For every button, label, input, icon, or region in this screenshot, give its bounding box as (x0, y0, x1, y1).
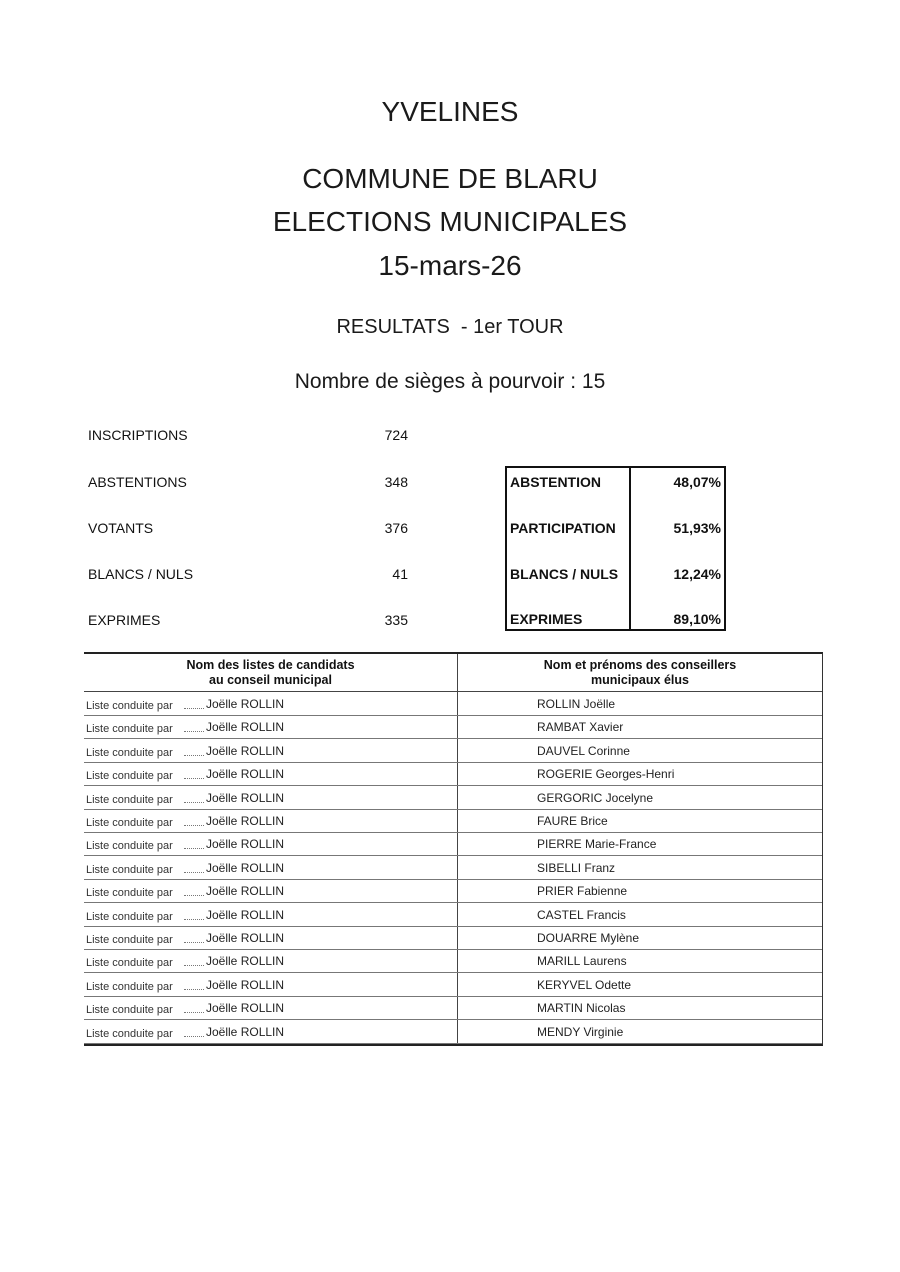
row-prefix: Liste conduite par (86, 1004, 173, 1017)
table-row (84, 856, 822, 880)
table-row (84, 996, 822, 1020)
stat-label: BLANCS / NULS (88, 566, 194, 582)
stat-label: INSCRIPTIONS (88, 427, 188, 443)
rate-value: 89,10% (673, 611, 721, 627)
header-lists: Nom des listes de candidats au conseil municipal (186, 658, 355, 687)
list-leader: Joëlle ROLLIN (206, 697, 285, 711)
department-title: YVELINES (381, 96, 519, 127)
list-leader: Joëlle ROLLIN (206, 907, 285, 922)
elected-councillors-table (84, 652, 823, 1046)
rates-divider (629, 468, 631, 629)
dotted-leader (184, 965, 204, 966)
rate-label: PARTICIPATION (510, 520, 616, 536)
row-prefix: Liste conduite par (86, 840, 173, 853)
list-leader: Joëlle ROLLIN (206, 1001, 285, 1016)
rate-value: 12,24% (673, 566, 721, 582)
elected-councillor: DOUARRE Mylène (537, 931, 640, 945)
election-date: 15-mars-26 (378, 250, 522, 281)
elected-councillor: ROLLIN Joëlle (537, 697, 616, 711)
list-leader: Joëlle ROLLIN (206, 977, 285, 992)
stat-value: 41 (392, 566, 408, 582)
elected-councillor: SIBELLI Franz (537, 860, 616, 875)
row-prefix: Liste conduite par (86, 1027, 173, 1040)
table-row (84, 903, 822, 927)
row-prefix: Liste conduite par (86, 934, 173, 946)
rate-row-abstention (507, 470, 724, 492)
row-prefix: Liste conduite par (86, 887, 173, 900)
row-prefix: Liste conduite par (86, 793, 173, 806)
header-elected: Nom et prénoms des conseillers municipaux élus (543, 658, 737, 687)
election-title: ELECTIONS MUNICIPALES (272, 206, 628, 237)
stat-value: 335 (384, 612, 408, 628)
row-prefix: Liste conduite par (86, 817, 173, 829)
rate-row-exprimes (507, 607, 724, 629)
row-prefix: Liste conduite par (86, 746, 173, 759)
elected-councillor: DAUVEL Corinne (537, 743, 630, 758)
table-row (84, 786, 822, 810)
list-leader: Joëlle ROLLIN (206, 743, 285, 758)
dotted-leader (184, 778, 204, 779)
dotted-leader (184, 802, 204, 803)
list-leader: Joëlle ROLLIN (206, 720, 285, 735)
rates-box (505, 466, 726, 631)
elected-councillor: FAURE Brice (537, 814, 608, 828)
table-row (84, 1020, 822, 1044)
stat-value: 724 (384, 427, 408, 443)
table-row (84, 809, 822, 833)
rate-row-participation (507, 516, 724, 538)
list-leader: Joëlle ROLLIN (206, 954, 285, 969)
rate-value: 48,07% (673, 474, 721, 490)
stat-row-blancs-nuls (88, 566, 408, 586)
rate-row-blancs-nuls (507, 562, 724, 584)
row-prefix: Liste conduite par (86, 770, 173, 783)
table-row (84, 692, 822, 716)
list-leader: Joëlle ROLLIN (206, 767, 285, 782)
elected-councillor: MARTIN Nicolas (537, 1001, 626, 1016)
list-leader: Joëlle ROLLIN (206, 1024, 285, 1039)
stat-label: VOTANTS (88, 520, 154, 536)
commune-title: COMMUNE DE BLARU (302, 163, 598, 194)
stat-row-exprimes (88, 612, 408, 632)
table-row (84, 715, 822, 739)
elected-councillor: KERYVEL Odette (537, 977, 632, 992)
table-row (84, 832, 822, 856)
list-leader: Joëlle ROLLIN (206, 860, 285, 875)
table-row (84, 926, 822, 950)
dotted-leader (184, 872, 204, 873)
elected-councillor: PRIER Fabienne (537, 884, 628, 899)
elected-councillor: PIERRE Marie-France (537, 837, 657, 852)
stat-value: 348 (384, 474, 408, 490)
dotted-leader (184, 755, 204, 756)
row-prefix: Liste conduite par (86, 723, 173, 736)
row-prefix: Liste conduite par (86, 863, 173, 876)
dotted-leader (184, 848, 204, 849)
elected-councillor: ROGERIE Georges-Henri (537, 767, 675, 782)
dotted-leader (184, 1036, 204, 1037)
table-row (84, 879, 822, 903)
row-prefix: Liste conduite par (86, 700, 173, 712)
elected-councillor: GERGORIC Jocelyne (537, 790, 654, 805)
dotted-leader (184, 1012, 204, 1013)
rate-label: ABSTENTION (510, 474, 601, 490)
dotted-leader (184, 895, 204, 896)
list-leader: Joëlle ROLLIN (206, 931, 285, 945)
round-title: RESULTATS - 1er TOUR (336, 316, 564, 338)
list-leader: Joëlle ROLLIN (206, 814, 285, 828)
dotted-leader (184, 989, 204, 990)
dotted-leader (184, 919, 204, 920)
list-leader: Joëlle ROLLIN (206, 837, 285, 852)
elected-councillor: CASTEL Francis (537, 907, 626, 922)
elected-councillor: RAMBAT Xavier (537, 720, 624, 735)
dotted-leader (184, 731, 204, 732)
stat-label: ABSTENTIONS (88, 474, 187, 490)
dotted-leader (184, 825, 204, 826)
table-row (84, 762, 822, 786)
rate-label: BLANCS / NULS (510, 566, 619, 582)
row-prefix: Liste conduite par (86, 980, 173, 993)
stat-row-votants (88, 520, 408, 540)
row-prefix: Liste conduite par (86, 910, 173, 923)
rate-value: 51,93% (673, 520, 721, 536)
dotted-leader (184, 942, 204, 943)
stat-row-inscriptions (88, 427, 408, 447)
stat-label: EXPRIMES (88, 612, 161, 628)
table-row (84, 739, 822, 763)
stat-row-abstentions (88, 474, 408, 494)
seats-count: Nombre de sièges à pourvoir : 15 (294, 370, 606, 393)
elected-councillor: MARILL Laurens (537, 954, 627, 969)
row-prefix: Liste conduite par (86, 957, 173, 970)
elected-councillor: MENDY Virginie (537, 1024, 624, 1039)
list-leader: Joëlle ROLLIN (206, 790, 285, 805)
rate-label: EXPRIMES (510, 611, 583, 627)
dotted-leader (184, 708, 204, 709)
table-row (84, 973, 822, 997)
list-leader: Joëlle ROLLIN (206, 884, 285, 899)
stat-value: 376 (384, 520, 408, 536)
table-row (84, 949, 822, 973)
